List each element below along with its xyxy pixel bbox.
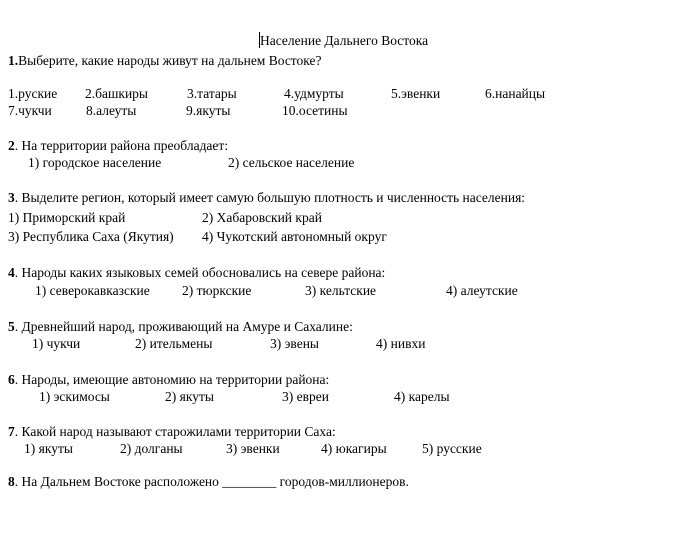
option: 4.удмурты <box>284 86 344 101</box>
option: 1) чукчи <box>32 336 81 351</box>
option: 2.башкиры <box>85 86 148 101</box>
question-4 <box>8 265 385 281</box>
option: 1) эскимосы <box>39 389 110 404</box>
question-number: 2 <box>8 138 15 153</box>
question-3-options-row-2 <box>0 229 686 245</box>
option: 2) якуты <box>165 389 214 404</box>
question-number: 8 <box>8 474 15 489</box>
option: 4) нивхи <box>376 336 426 351</box>
question-6 <box>8 372 329 388</box>
question-text: . Выделите регион, который имеет самую большую плотность и численность населения: <box>14 190 526 205</box>
option: 4) Чукотский автономный округ <box>202 229 387 244</box>
option: 3) Республика Саха (Якутия) <box>8 229 174 244</box>
question-text: . Народы каких языковых семей обосновались на севере района: <box>14 265 386 280</box>
question-text: Выберите, какие народы живут на дальнем Востоке? <box>18 53 322 68</box>
option: 6.нанайцы <box>485 86 546 101</box>
question-number: 6 <box>8 372 15 387</box>
option: 4) юкагиры <box>321 441 387 456</box>
option: 3) евреи <box>282 389 329 404</box>
question-6-options <box>0 389 686 405</box>
question-7-options <box>0 441 686 457</box>
question-text: . Какой народ называют старожилами территории Саха: <box>14 424 336 439</box>
question-1-options-row-2 <box>0 103 686 119</box>
option: 2) сельское население <box>228 155 355 170</box>
question-text: . Народы, имеющие автономию на территории района: <box>14 372 330 387</box>
question-text: . На территории района преобладает: <box>14 138 229 153</box>
option: 1) городское население <box>28 155 162 170</box>
question-5 <box>8 319 353 335</box>
question-2 <box>8 138 228 154</box>
option: 3) эвены <box>270 336 319 351</box>
question-number: 5 <box>8 319 15 334</box>
option: 3.татары <box>187 86 237 101</box>
option: 2) ительмены <box>135 336 213 351</box>
option: 1) северокавказские <box>35 283 150 298</box>
question-2-options <box>0 155 686 171</box>
option: 4) карелы <box>394 389 450 404</box>
option: 5.эвенки <box>391 86 441 101</box>
option: 4) алеутские <box>446 283 518 298</box>
question-text: . На Дальнем Востоке расположено ________ городов-миллионеров. <box>14 474 409 489</box>
question-1-options-row-1 <box>0 86 686 102</box>
option: 1.руские <box>8 86 58 101</box>
page-title: Население Дальнего Востока <box>260 33 429 48</box>
question-number: 3 <box>8 190 15 205</box>
question-number: 1. <box>8 53 19 68</box>
question-text: . Древнейший народ, проживающий на Амуре и Сахалине: <box>14 319 353 334</box>
option: 1) Приморский край <box>8 210 126 225</box>
question-8 <box>8 474 409 490</box>
option: 5) русские <box>422 441 482 456</box>
question-3 <box>8 190 525 206</box>
option: 3) кельтские <box>305 283 377 298</box>
question-number: 4 <box>8 265 15 280</box>
option: 8.алеуты <box>86 103 137 118</box>
option: 2) тюркские <box>182 283 252 298</box>
question-number: 7 <box>8 424 15 439</box>
option: 2) Хабаровский край <box>202 210 322 225</box>
option: 9.якуты <box>186 103 231 118</box>
option: 7.чукчи <box>8 103 52 118</box>
option: 3) эвенки <box>226 441 280 456</box>
question-1 <box>8 53 322 69</box>
option: 10.осетины <box>282 103 348 118</box>
option: 1) якуты <box>24 441 73 456</box>
question-4-options <box>0 283 686 299</box>
question-3-options-row-1 <box>0 210 686 226</box>
question-7 <box>8 424 336 440</box>
option: 2) долганы <box>120 441 183 456</box>
question-5-options <box>0 336 686 352</box>
